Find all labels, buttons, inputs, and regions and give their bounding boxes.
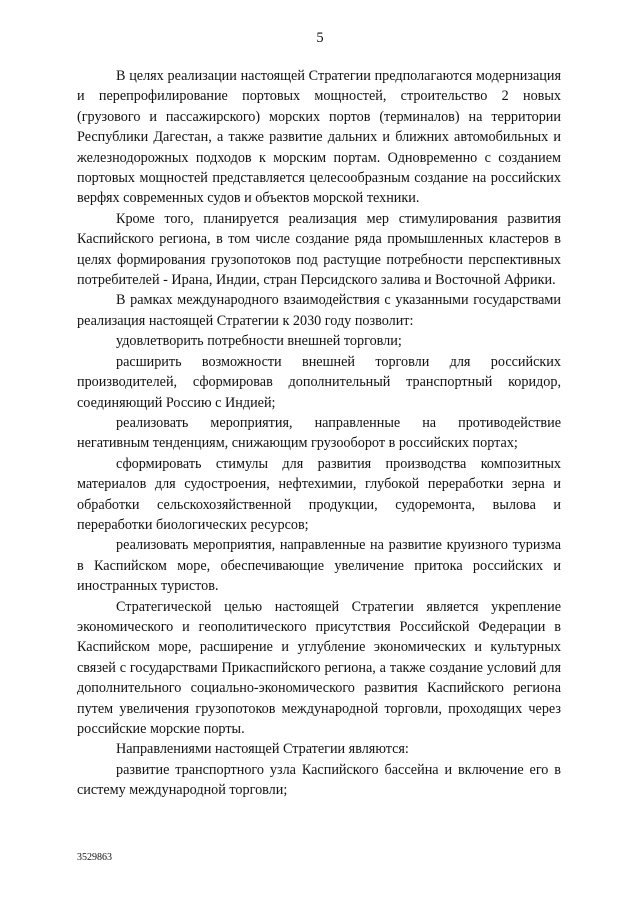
list-item: расширить возможности внешней торговли для российских производителей, сформировав дополнительный транспортный коридор, соединяющий Россию с Индией; bbox=[77, 353, 561, 411]
list-item: реализовать мероприятия, направленные на развитие круизного туризма в Каспийском море, обеспечивающие увеличение притока российских и иностранных туристов. bbox=[77, 537, 561, 595]
paragraph: В целях реализации настоящей Стратегии предполагаются модернизация и перепрофилирование портовых мощностей, строительство 2 новых (грузового и пассажирского) морских портов (терминалов) на территории Республики Дагестан, а также развитие дальних и ближних автомобильных и железнодорожных подходов к морским портам. Одновременно с созданием портовых мощностей представляется целесообразным создание на российских верфях современных судов и объектов морской техники. bbox=[77, 68, 561, 207]
list-item: удовлетворить потребности внешней торговли; bbox=[116, 333, 402, 350]
paragraph: Направлениями настоящей Стратегии являются: bbox=[116, 741, 409, 758]
page-number: 5 bbox=[316, 30, 324, 46]
list-item: реализовать мероприятия, направленные на противодействие негативным тенденциям, снижающим грузооборот в российских портах; bbox=[77, 414, 561, 452]
document-body bbox=[77, 66, 561, 801]
paragraph: В рамках международного взаимодействия с указанными государствами реализация настоящей Стратегии к 2030 году позволит: bbox=[77, 292, 561, 329]
paragraph: Стратегической целью настоящей Стратегии является укрепление экономического и геополитического присутствия Российской Федерации в Каспийском море, расширение и углубление экономических и культурных связей с государствами Прикаспийского региона, а также создание условий для дополнительного социально-экономического развития Каспийского региона путем увеличения грузопотоков международной торговли, проходящих через российские морские порты. bbox=[77, 598, 561, 737]
list-item: сформировать стимулы для развития производства композитных материалов для судостроения, нефтехимии, глубокой переработки зерна и обработки сельскохозяйственной продукции, судоремонта, вылова и переработки биологических ресурсов; bbox=[77, 455, 561, 533]
list-item: развитие транспортного узла Каспийского бассейна и включение его в систему международной торговли; bbox=[77, 761, 561, 799]
document-code: 3529863 bbox=[77, 852, 112, 863]
paragraph: Кроме того, планируется реализация мер стимулирования развития Каспийского региона, в том числе создание ряда промышленных кластеров в целях формирования грузопотоков под растущие потребности перспективных потребителей - Ирана, Индии, стран Персидского залива и Восточной Африки. bbox=[77, 210, 561, 289]
